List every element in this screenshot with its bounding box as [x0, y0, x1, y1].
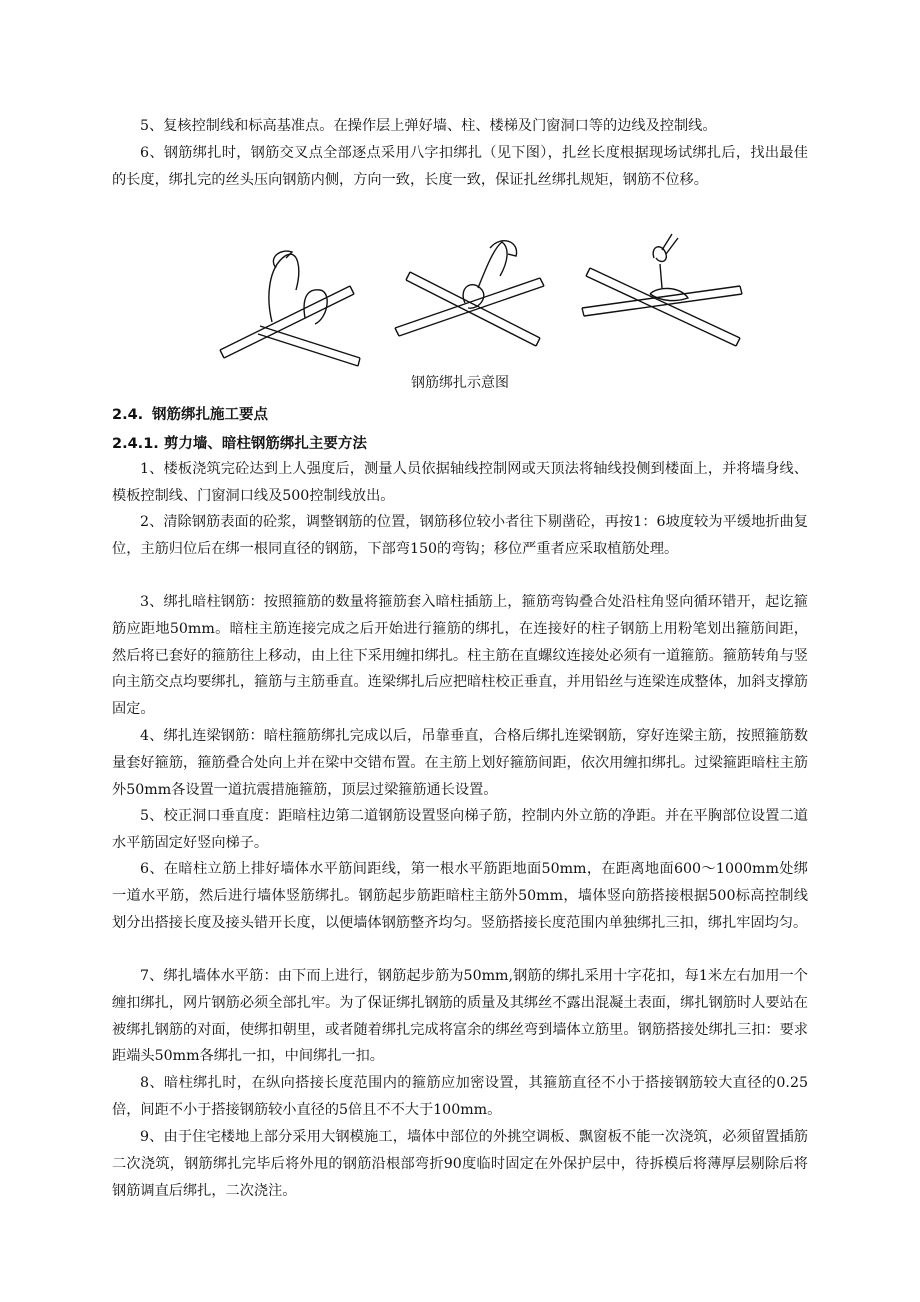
section-number: 2.4.: [112, 407, 144, 423]
paragraph-4: 4、绑扎连梁钢筋：暗柱箍筋绑扎完成以后，吊靠垂直，合格后绑扎连梁钢筋，穿好连梁主筋，按照箍筋数量套好箍筋，箍筋叠合处向上并在梁中交错布置。在主筋上划好箍筋间距，依次用缠扣绑扎。过梁箍距暗柱主筋外50mm各设置一道抗震措施箍筋，顶层过梁箍筋通长设置。: [112, 728, 808, 798]
figure-caption: 钢筋绑扎示意图: [411, 375, 509, 391]
paragraph-8: 8、暗柱绑扎时，在纵向搭接长度范围内的箍筋应加密设置，其箍筋直径不小于搭接钢筋较大直径的0.25倍，间距不小于搭接钢筋较小直径的5倍且不不大于100mm。: [112, 1075, 808, 1118]
rebar-tie-diagram-icon: [210, 228, 750, 368]
paragraph-9: 9、由于住宅楼地上部分采用大钢模施工，墙体中部位的外挑空调板、飘窗板不能一次浇筑，必须留置插筋二次浇筑，钢筋绑扎完毕后将外甩的钢筋沿根部弯折90度临时固定在外保护层中，待拆模后将薄厚层剔除后将钢筋调直后绑扎，二次浇注。: [112, 1129, 808, 1199]
intro-paragraph-6: 6、钢筋绑扎时，钢筋交叉点全部逐点采用八字扣绑扎（见下图），扎丝长度根据现场试绑扎后，找出最佳的长度，绑扎完的丝头压向钢筋内侧，方向一致，长度一致，保证扎丝绑扎规矩，钢筋不位移。: [112, 145, 808, 188]
intro-paragraph-5: 5、复核控制线和标高基准点。在操作层上弹好墙、柱、楼梯及门窗洞口等的边线及控制线。: [140, 118, 717, 134]
tie-step-3-icon: [582, 234, 742, 346]
paragraph-3: 3、绑扎暗柱钢筋：按照箍筋的数量将箍筋套入暗柱插筋上，箍筋弯钩叠合处沿柱角竖向循环错开，起讫箍筋应距地50mm。暗柱主筋连接完成之后开始进行箍筋的绑扎，在连接好的柱子钢筋上用粉笔划出箍筋间距，然后将已套好的箍筋往上移动，由上往下采用缠扣绑扎。柱主筋在直螺纹连接处必须有一道箍筋。箍筋转角与竖向主筋交点均要绑扎，箍筋与主筋垂直。连梁绑扎后应把暗柱校正垂直，并用铅丝与连梁连成整体，加斜支撑筋固定。: [112, 594, 808, 718]
paragraph-2: 2、清除钢筋表面的砼浆，调整钢筋的位置，钢筋移位较小者往下剔凿砼，再按1：6坡度较为平缓地折曲复位，主筋归位后在绑一根同直径的钢筋，下部弯150的弯钩；移位严重者应采取植筋处理。: [112, 514, 808, 557]
paragraph-5: 5、校正洞口垂直度：距暗柱边第二道钢筋设置竖向梯子筋，控制内外立筋的净距。并在平胸部位设置二道水平筋固定好竖向梯子。: [112, 808, 808, 851]
tie-step-1-icon: [220, 251, 360, 366]
paragraph-7: 7、绑扎墙体水平筋：由下而上进行，钢筋起步筋为50mm,钢筋的绑扎采用十字花扣，每1米左右加用一个缠扣绑扎，网片钢筋必须全部扎牢。为了保证绑扎钢筋的质量及其绑丝不露出混凝土表面，绑扎钢筋时人要站在被绑扎钢筋的对面，使绑扣朝里，或者随着绑扎完成将富余的绑丝弯到墙体立筋里。钢筋搭接处绑扎三扣：要求距端头50mm各绑扎一扣，中间绑扎一扣。: [112, 968, 808, 1065]
section-heading: [112, 403, 268, 424]
subsection-heading: 2.4.1. 剪力墙、暗柱钢筋绑扎主要方法: [112, 436, 367, 452]
section-title: 钢筋绑扎施工要点: [152, 407, 268, 423]
tie-step-2-icon: [395, 241, 544, 346]
paragraph-1: 1、楼板浇筑完砼达到上人强度后，测量人员依据轴线控制网或天顶法将轴线投侧到楼面上，并将墙身线、模板控制线、门窗洞口线及500控制线放出。: [112, 461, 808, 504]
paragraph-6: 6、在暗柱立筋上排好墙体水平筋间距线，第一根水平筋距地面50mm，在距离地面600～1000mm处绑一道水平筋，然后进行墙体竖筋绑扎。钢筋起步筋距暗柱主筋外50mm，墙体竖向筋搭接根据500标高控制线划分出搭接长度及接头错开长度，以便墙体钢筋整齐均匀。竖筋搭接长度范围内单独绑扎三扣，绑扎牢固均匀。: [112, 861, 808, 931]
